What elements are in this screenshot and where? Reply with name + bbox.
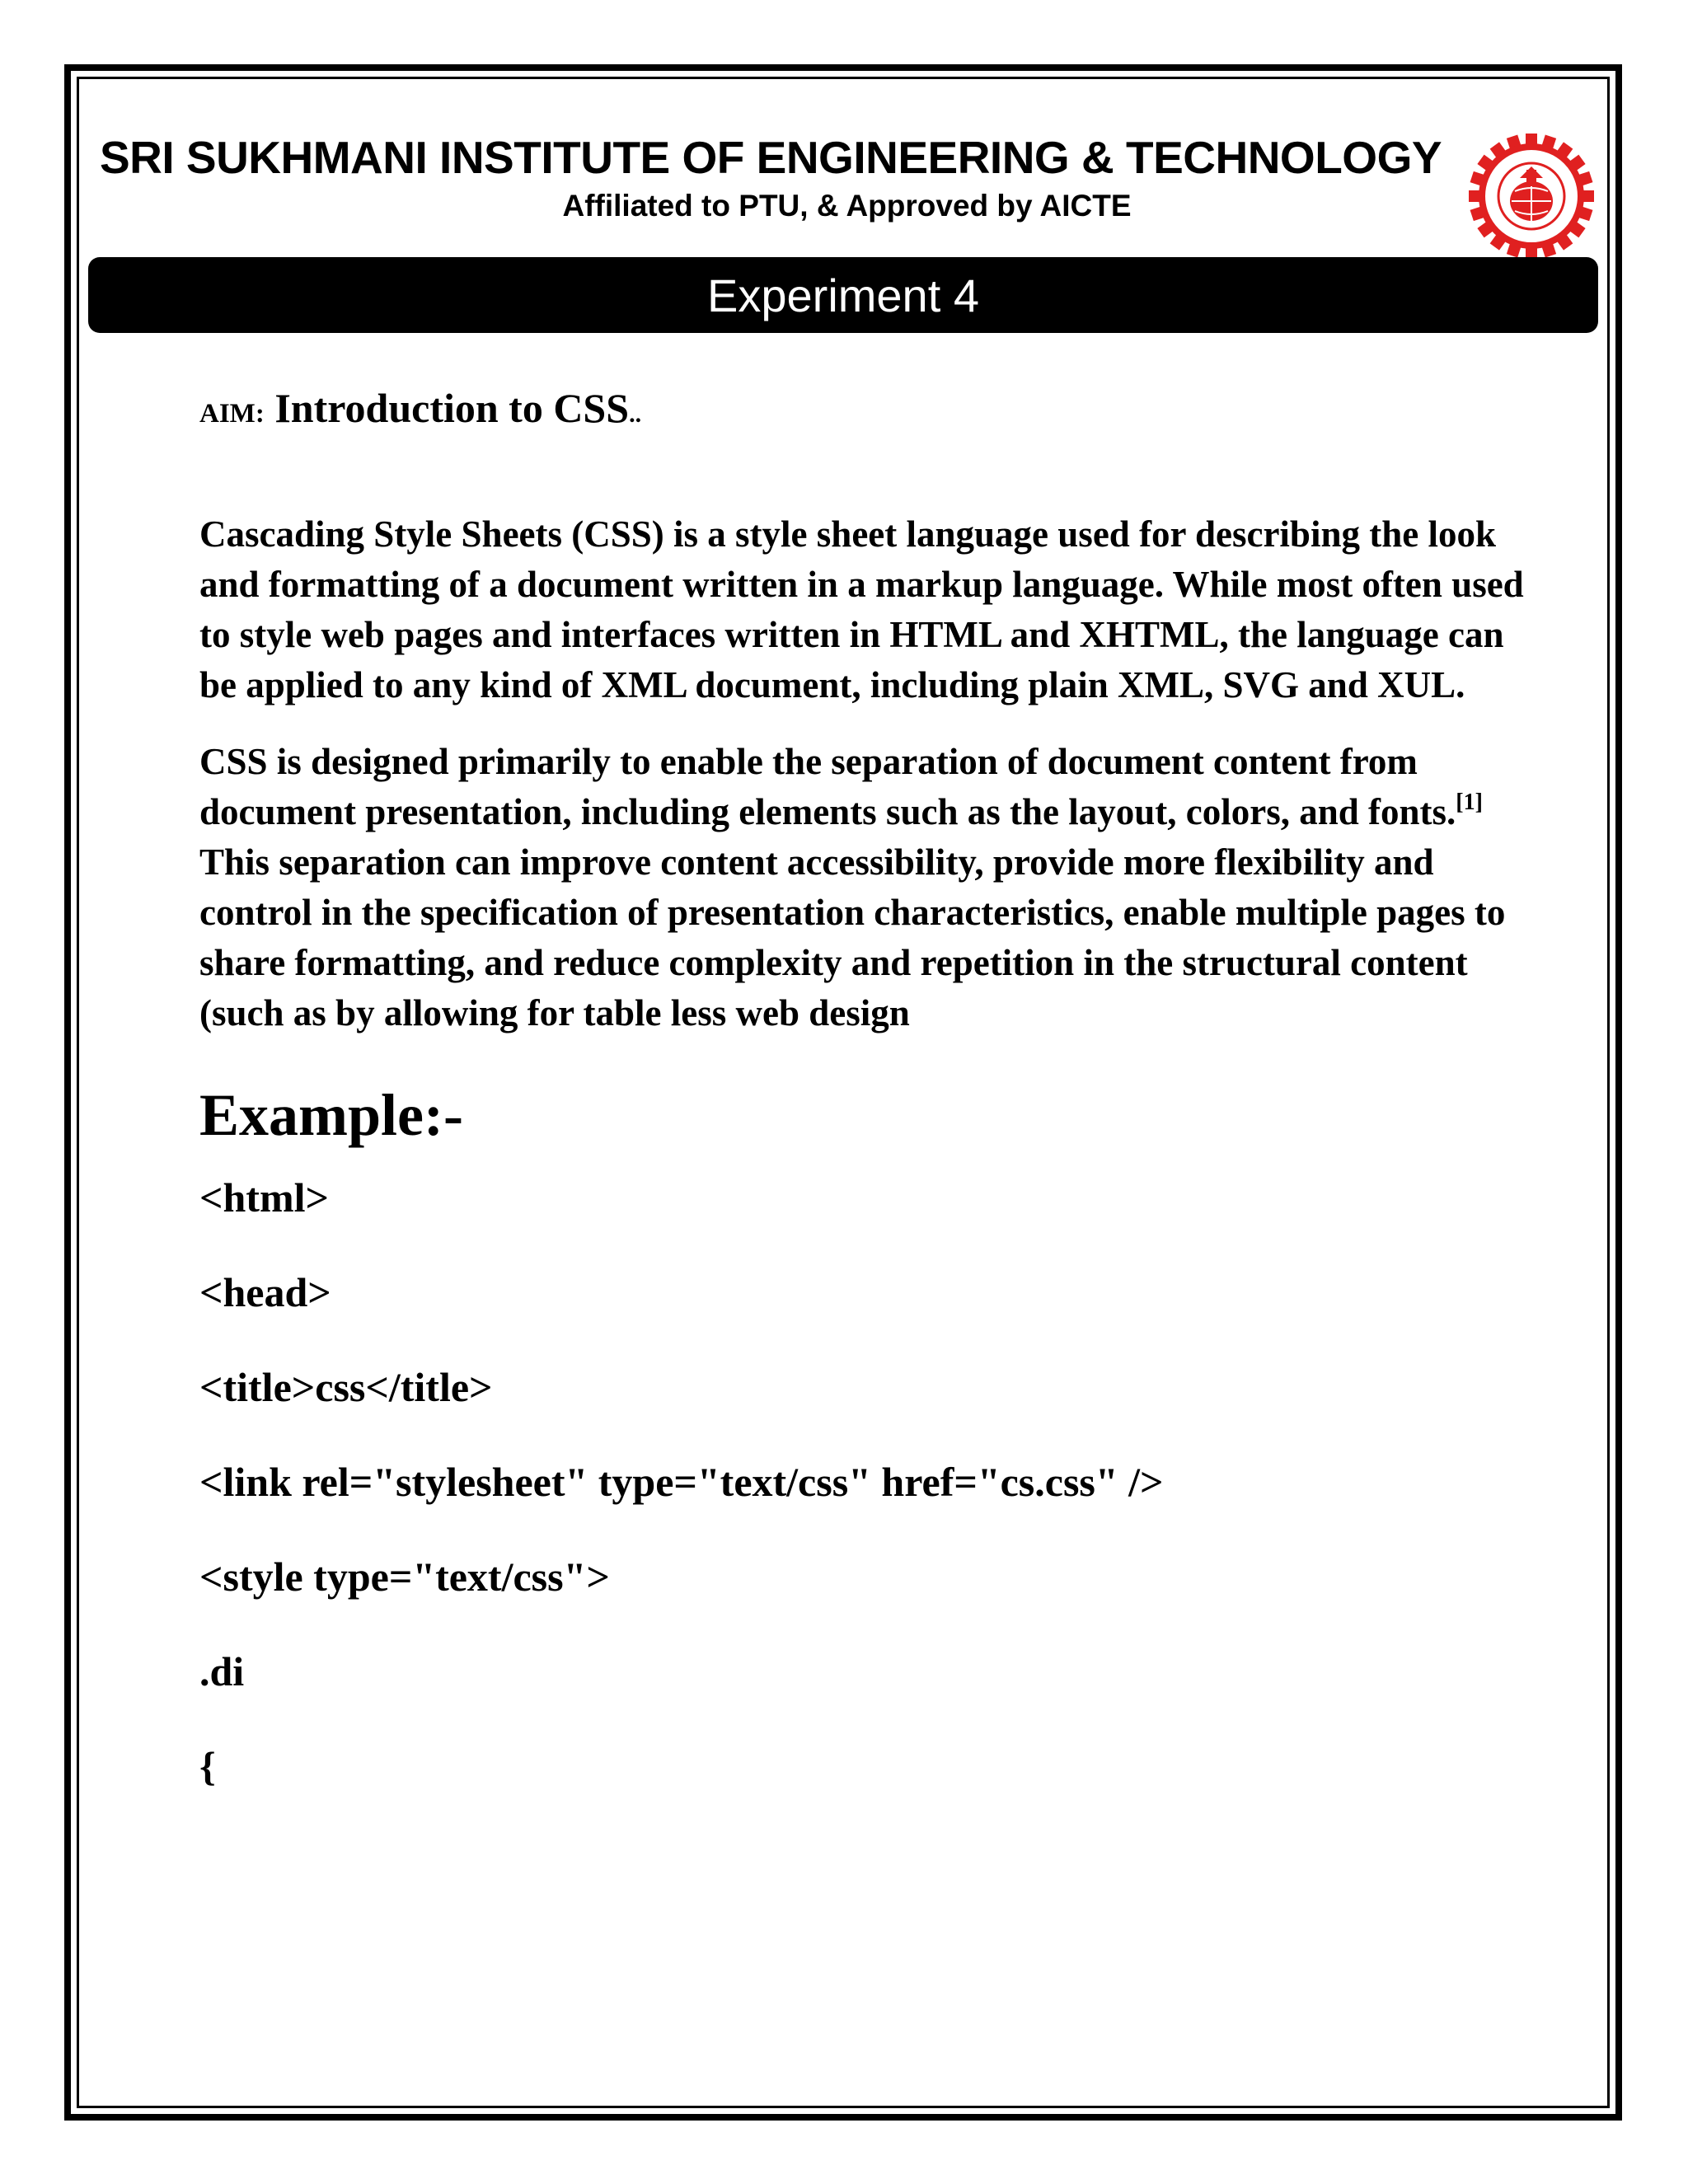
code-example (199, 1173, 1535, 1791)
code-line: <html> (199, 1174, 329, 1221)
css-definition-paragraph: Cascading Style Sheets (CSS) is a style sheet language used for describing the look and formatting of a document written in a markup language. While most often used to style web pages and interfaces written in HTML and XHTML, the language can be applied to any kind of XML document, including plain XML, SVG and XUL. (199, 513, 1524, 705)
institution-name: SRI SUKHMANI INSTITUTE OF ENGINEERING & TECHNOLOGY (99, 132, 1442, 183)
aim-text: Introduction to CSS (274, 385, 630, 431)
code-line: <title>css</title> (199, 1364, 493, 1410)
paragraph-text-end: This separation can improve content accessibility, provide more flexibility and control in the specification of presentation characteristics, enable multiple pages to share formatting, and reduce complexity and repetition in the structural content (such as by allowing for table less web design (199, 841, 1506, 1033)
experiment-title: Experiment 4 (707, 269, 979, 321)
document-header (91, 130, 1451, 226)
aim-line (199, 379, 1535, 443)
citation-superscript: [1] (1456, 790, 1483, 815)
aim-suffix: .. (629, 401, 642, 428)
document-body (199, 379, 1535, 1791)
code-line: <style type="text/css"> (199, 1554, 610, 1600)
code-line: .di (199, 1648, 245, 1694)
code-line: { (199, 1743, 216, 1789)
affiliation-line: Affiliated to PTU, & Approved by AICTE (562, 189, 1132, 223)
example-heading: Example:- (199, 1082, 463, 1148)
experiment-banner (88, 257, 1598, 333)
institute-seal-logo-icon (1465, 130, 1597, 262)
aim-label: AIM: (199, 399, 265, 429)
css-separation-paragraph (199, 737, 1535, 1038)
code-line: <head> (199, 1269, 331, 1315)
code-line: <link rel="stylesheet" type="text/css" href="cs.css" /> (199, 1459, 1164, 1505)
paragraph-text-start: CSS is designed primarily to enable the separation of document content from document presentation, including elements such as the layout, colors, and fonts. (199, 741, 1456, 832)
